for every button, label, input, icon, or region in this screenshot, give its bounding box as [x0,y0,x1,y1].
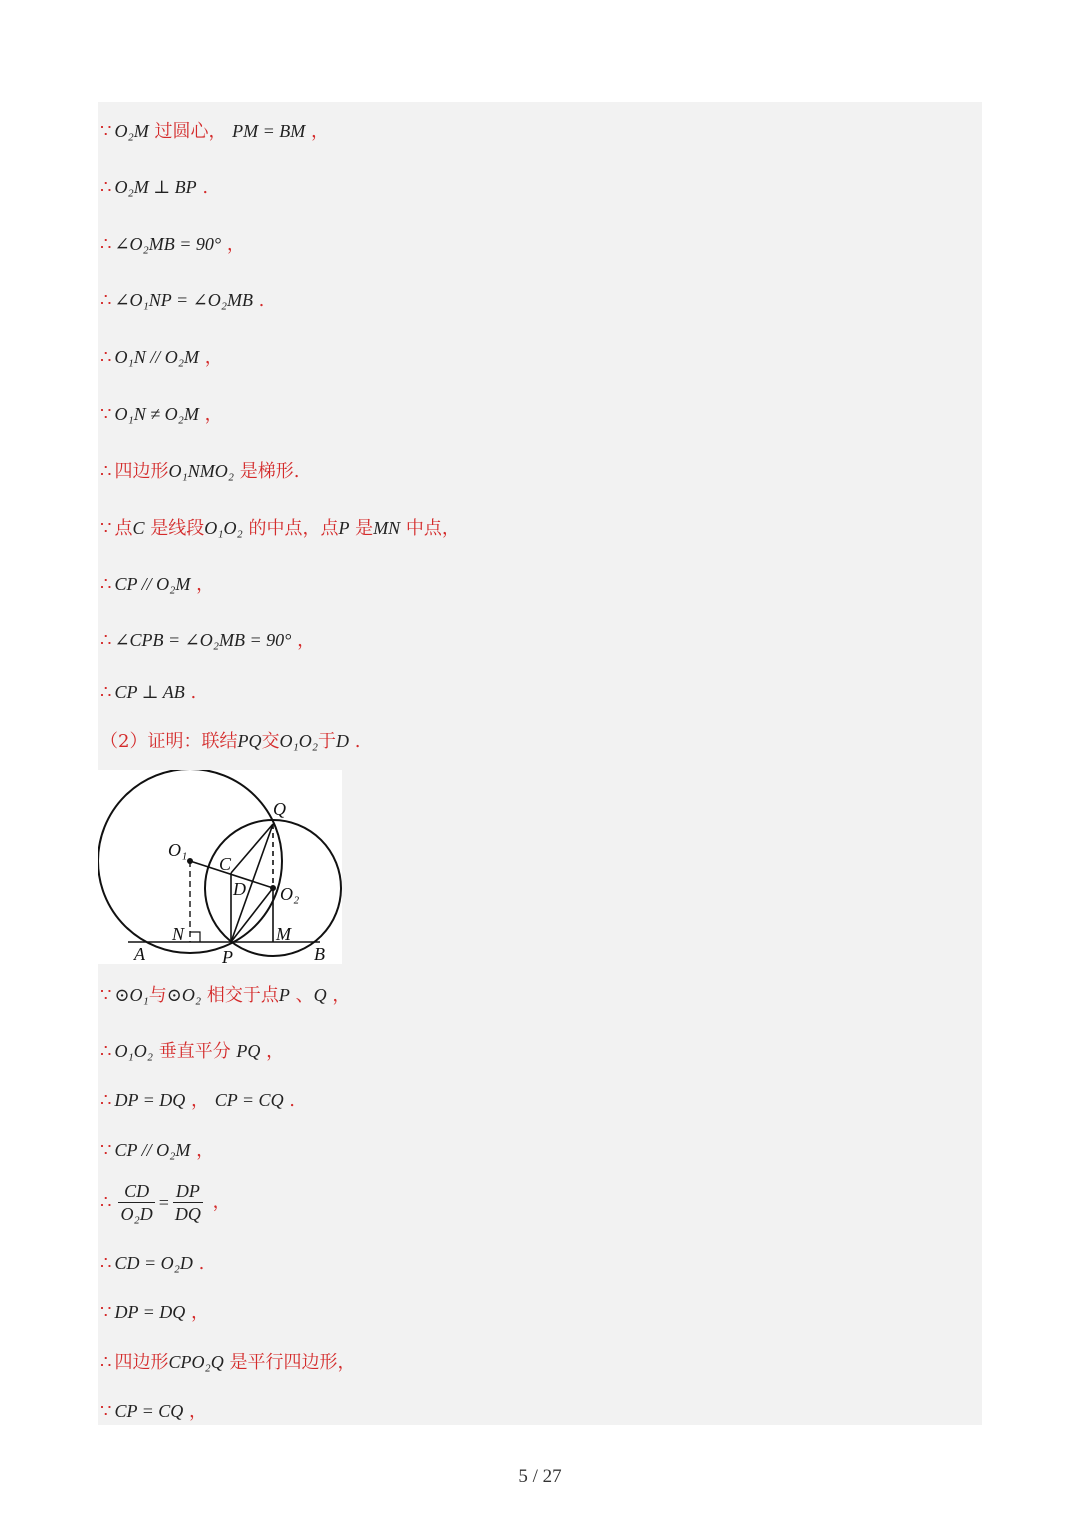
math-expr: Q [313,985,327,1005]
text: 的中点，点 [242,518,339,539]
proof-line-18 [100,1300,209,1325]
proof-heading [100,729,360,754]
page-number: 5 / 27 [518,1466,562,1487]
proof-line-7 [100,459,299,484]
punct: ， [198,347,223,368]
text: 四边形 [114,1352,169,1373]
label-n: N [172,924,185,944]
right-angle-mark [190,932,200,942]
math-expr: CP = CQ [214,1090,284,1110]
math-expr: PQ [236,1041,261,1061]
math-expr: O₁O₂ [204,518,243,538]
because-symbol: ∵ [100,1401,112,1422]
punct: ， [260,1041,285,1062]
text: 与 [148,985,167,1006]
punct: ， [183,1401,208,1422]
because-symbol: ∵ [100,985,112,1006]
proof-line-4 [100,288,264,313]
proof-line-13 [100,1039,284,1064]
punct: . [252,290,265,311]
because-symbol: ∵ [100,1302,112,1323]
point-o1 [187,858,193,864]
text: 中点， [400,518,460,539]
math-expr: O₁O₂ [114,1041,153,1061]
point-o2 [270,885,276,891]
text: 垂直平分 [152,1041,237,1062]
math-expr: DP = DQ [114,1302,186,1322]
label-c: C [219,854,232,874]
proof-line-10 [100,628,315,653]
therefore-symbol: ∴ [100,234,112,255]
numerator: DP [173,1180,203,1203]
math-expr: O₂M ⊥ BP [114,177,197,197]
math-expr: O₁N // O₂M [114,347,199,367]
text: 是梯形. [233,461,300,482]
math-expr: P [278,985,290,1005]
therefore-symbol: ∴ [100,682,112,703]
math-expr: C [132,518,145,538]
label-m: M [276,924,291,944]
proof-line-1 [100,119,329,144]
proof-line-3 [100,232,245,257]
math-expr: CP // O₂M [114,1140,191,1160]
math-expr: CP = CQ [114,1401,184,1421]
proof-line-5 [100,345,223,370]
punct: ， [185,1090,215,1111]
because-symbol: ∵ [100,1140,112,1161]
because-symbol: ∵ [100,518,112,539]
fraction-cd-o2d [118,1180,154,1225]
therefore-symbol: ∴ [100,1253,112,1274]
text: 交 [261,731,280,752]
therefore-symbol: ∴ [100,1191,112,1213]
math-expr: MN [373,518,401,538]
math-expr: DP = DQ [114,1090,186,1110]
therefore-symbol: ∴ [100,461,112,482]
therefore-symbol: ∴ [100,177,112,198]
proof-line-6 [100,402,223,427]
punct: ， [190,1140,215,1161]
label-d: D [233,879,246,899]
proof-line-11 [100,680,196,705]
math-expr: O₂M [114,121,149,141]
text: 点 [114,518,133,539]
proof-line-14 [100,1088,295,1113]
numerator: CD [118,1180,154,1203]
punct: . [283,1090,296,1111]
math-expr: O₁NMO₂ [168,461,234,481]
punct: ， [185,1302,210,1323]
label-p: P [222,947,233,964]
math-expr: PQ [237,731,262,751]
text: 四边形 [114,461,169,482]
math-expr: ∠CPB = ∠O₂MB = 90° [114,630,292,650]
punct: . [192,1253,205,1274]
label-b: B [314,944,325,964]
therefore-symbol: ∴ [100,1090,112,1111]
text: 过圆心， [148,121,233,142]
therefore-symbol: ∴ [100,290,112,311]
text: 于 [317,731,336,752]
text: 、 [289,985,314,1006]
therefore-symbol: ∴ [100,1041,112,1062]
proof-line-19 [100,1350,355,1375]
math-expr: CP // O₂M [114,574,191,594]
equals-sign: = [158,1192,169,1213]
text: 相交于点 [201,985,279,1006]
proof-line-12 [100,983,350,1008]
proof-line-17 [100,1251,204,1276]
punct: . [348,731,361,752]
therefore-symbol: ∴ [100,347,112,368]
punct: ， [291,630,316,651]
proof-line-8 [100,516,460,541]
therefore-symbol: ∴ [100,630,112,651]
math-expr: O₁O₂ [279,731,318,751]
math-expr: CD = O₂D [114,1253,193,1273]
two-circles-diagram [98,770,342,964]
punct: ， [305,121,330,142]
punct: . [196,177,209,198]
proof-line-15 [100,1138,214,1163]
heading-text: （2）证明：联结 [100,731,238,752]
geometry-figure [98,770,342,964]
punct: ， [206,1191,231,1213]
math-expr: O₁N ≠ O₂M [114,404,199,424]
math-expr: ⊙O₁ [114,985,149,1005]
math-expr: ∠O₂MB = 90° [114,234,222,254]
segment-cq [231,824,273,873]
label-a: A [134,944,145,964]
text: 是线段 [144,518,205,539]
denominator: O₂D [120,1204,153,1224]
because-symbol: ∵ [100,121,112,142]
punct: ， [198,404,223,425]
proof-line-2 [100,175,208,200]
math-expr: ⊙O₂ [166,985,202,1005]
math-expr: ∠O₁NP = ∠O₂MB [114,290,253,310]
punct: ， [221,234,245,255]
therefore-symbol: ∴ [100,574,112,595]
proof-line-9 [100,572,214,597]
math-expr: CP ⊥ AB [114,682,185,702]
punct: ， [326,985,351,1006]
text: 是 [349,518,374,539]
punct: ， [190,574,215,595]
proof-line-20 [100,1399,207,1424]
denominator: DQ [174,1204,201,1224]
fraction-dp-dq [173,1180,203,1225]
label-o2: O₂ [280,884,300,904]
punct: . [184,682,197,703]
math-expr: D [335,731,349,751]
label-o1: O₁ [168,840,188,860]
therefore-symbol: ∴ [100,1352,112,1373]
proof-line-fraction [100,1180,231,1225]
text: 是平行四边形， [223,1352,356,1373]
math-expr: P [338,518,350,538]
math-expr: PM = BM [232,121,306,141]
math-expr: CPO₂Q [168,1352,224,1372]
label-q: Q [273,799,286,819]
because-symbol: ∵ [100,404,112,425]
